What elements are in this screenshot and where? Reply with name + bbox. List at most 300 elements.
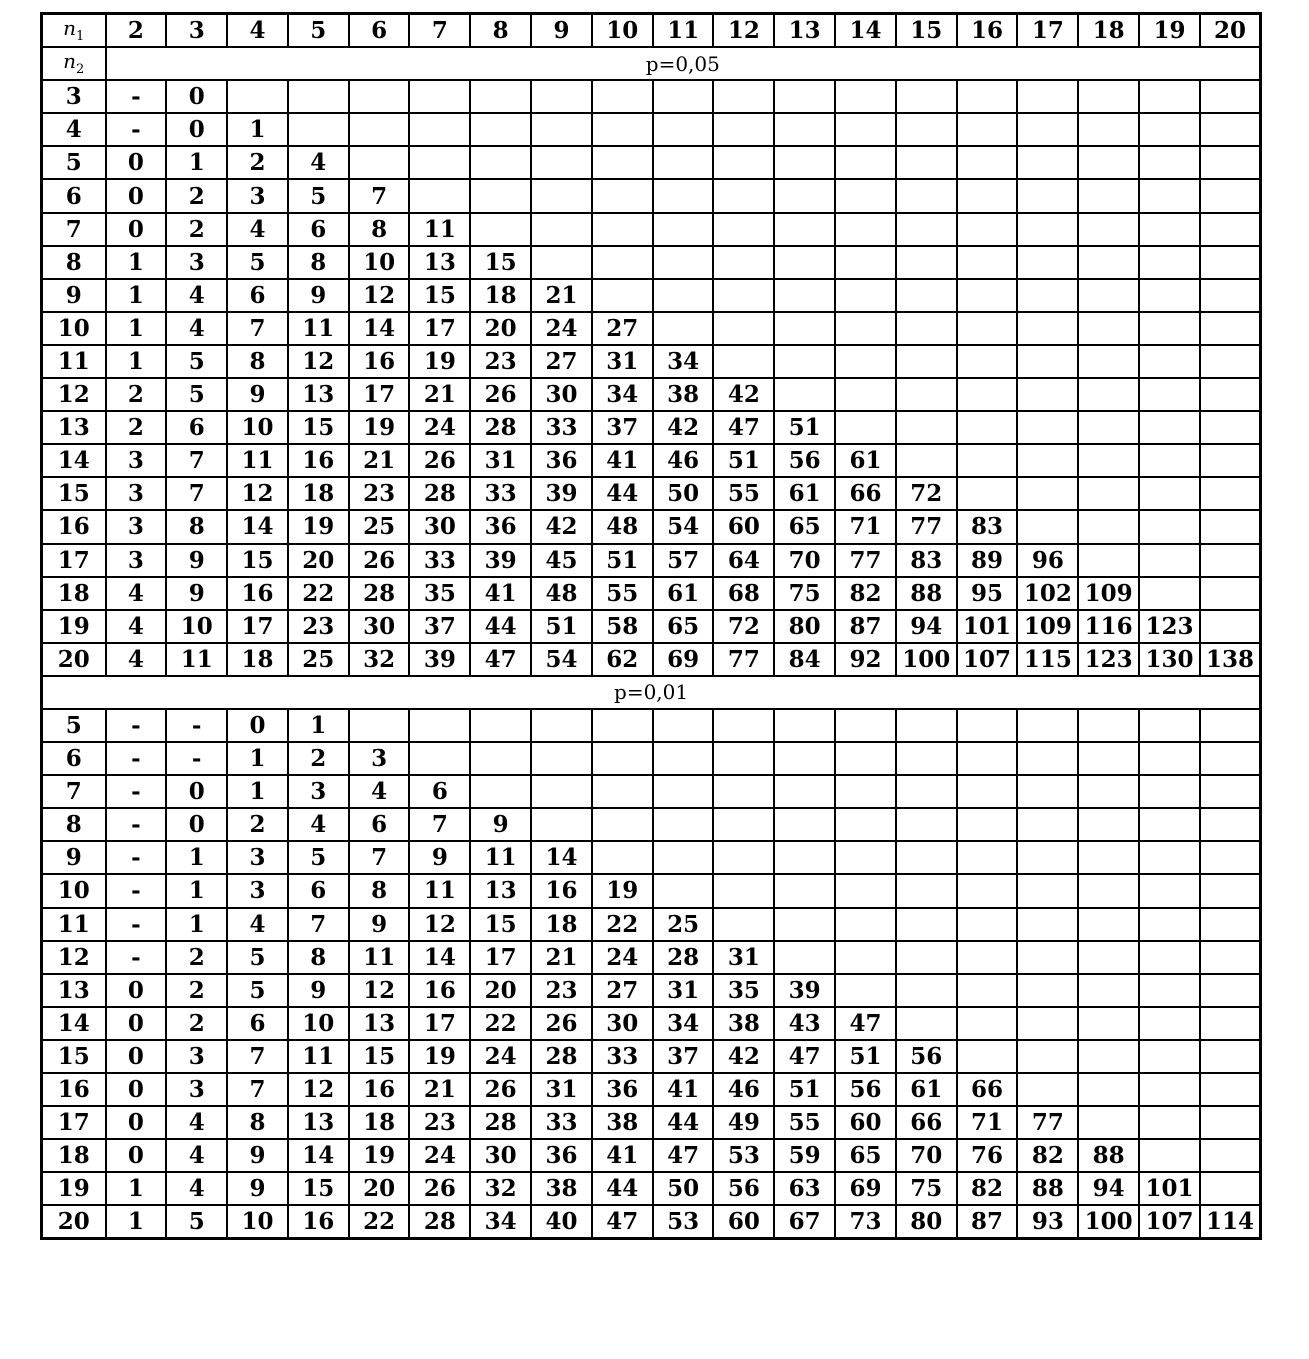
table-cell: 14	[288, 1139, 349, 1172]
empty-cell	[957, 477, 1018, 510]
column-header-n1: 8	[470, 14, 531, 48]
table-cell: 0	[166, 80, 227, 113]
empty-cell	[1139, 908, 1200, 941]
empty-cell	[713, 841, 774, 874]
table-cell: 49	[713, 1106, 774, 1139]
table-cell: 3	[227, 179, 288, 212]
table-cell: 44	[653, 1106, 714, 1139]
empty-cell	[1200, 1106, 1261, 1139]
table-cell: -	[166, 709, 227, 742]
empty-cell	[1078, 709, 1139, 742]
empty-cell	[1017, 279, 1078, 312]
critical-values-table	[40, 12, 1262, 1240]
table-cell: 61	[896, 1073, 957, 1106]
empty-cell	[470, 80, 531, 113]
empty-cell	[349, 80, 410, 113]
empty-cell	[1017, 246, 1078, 279]
table-cell: 87	[957, 1205, 1018, 1239]
table-cell: 12	[227, 477, 288, 510]
table-cell: 23	[409, 1106, 470, 1139]
empty-cell	[1078, 1040, 1139, 1073]
table-cell: 94	[896, 610, 957, 643]
empty-cell	[957, 874, 1018, 907]
empty-cell	[896, 80, 957, 113]
table-cell: 5	[166, 378, 227, 411]
row-header-n2: 17	[42, 1106, 106, 1139]
table-cell: 30	[470, 1139, 531, 1172]
table-cell: 1	[227, 742, 288, 775]
table-cell: 2	[106, 411, 167, 444]
table-cell: 16	[349, 1073, 410, 1106]
table-cell: 0	[106, 1106, 167, 1139]
table-cell: 109	[1017, 610, 1078, 643]
table-cell: 69	[835, 1172, 896, 1205]
empty-cell	[531, 246, 592, 279]
table-cell: 23	[470, 345, 531, 378]
empty-cell	[1139, 544, 1200, 577]
empty-cell	[835, 808, 896, 841]
table-row	[42, 742, 1261, 775]
table-cell: 34	[592, 378, 653, 411]
table-cell: 116	[1078, 610, 1139, 643]
table-cell: 10	[227, 1205, 288, 1239]
header-row-n1	[42, 14, 1261, 48]
empty-cell	[1017, 874, 1078, 907]
empty-cell	[1200, 1172, 1261, 1205]
table-cell: 1	[106, 246, 167, 279]
empty-cell	[1200, 246, 1261, 279]
table-cell: 83	[957, 510, 1018, 543]
table-cell: 47	[713, 411, 774, 444]
empty-cell	[896, 279, 957, 312]
table-cell: 31	[653, 974, 714, 1007]
table-cell: 36	[470, 510, 531, 543]
table-cell: 71	[957, 1106, 1018, 1139]
empty-cell	[835, 874, 896, 907]
empty-cell	[409, 146, 470, 179]
table-cell: 13	[349, 1007, 410, 1040]
table-cell: 51	[835, 1040, 896, 1073]
n1-header-cell	[42, 14, 106, 48]
empty-cell	[896, 808, 957, 841]
table-cell: 88	[1078, 1139, 1139, 1172]
table-cell: 36	[531, 1139, 592, 1172]
row-header-n2: 11	[42, 345, 106, 378]
table-cell: 28	[470, 411, 531, 444]
empty-cell	[1078, 510, 1139, 543]
table-cell: 66	[835, 477, 896, 510]
table-cell: -	[106, 80, 167, 113]
empty-cell	[1017, 742, 1078, 775]
table-row	[42, 279, 1261, 312]
table-cell: 20	[288, 544, 349, 577]
row-header-n2: 5	[42, 146, 106, 179]
empty-cell	[774, 808, 835, 841]
table-cell: 72	[896, 477, 957, 510]
empty-cell	[1139, 808, 1200, 841]
table-cell: 4	[288, 146, 349, 179]
table-row	[42, 213, 1261, 246]
table-cell: 15	[227, 544, 288, 577]
table-cell: 114	[1200, 1205, 1261, 1239]
table-cell: 47	[835, 1007, 896, 1040]
empty-cell	[957, 709, 1018, 742]
table-row	[42, 1106, 1261, 1139]
table-cell: 64	[713, 544, 774, 577]
table-cell: 9	[409, 841, 470, 874]
empty-cell	[1017, 510, 1078, 543]
table-cell: 65	[835, 1139, 896, 1172]
empty-cell	[1200, 709, 1261, 742]
empty-cell	[896, 841, 957, 874]
table-cell: 3	[166, 1073, 227, 1106]
table-cell: 9	[227, 1172, 288, 1205]
table-cell: 26	[409, 1172, 470, 1205]
table-cell: 77	[896, 510, 957, 543]
table-cell: 38	[653, 378, 714, 411]
table-cell: 15	[349, 1040, 410, 1073]
table-cell: 59	[774, 1139, 835, 1172]
empty-cell	[1078, 808, 1139, 841]
table-cell: 4	[227, 908, 288, 941]
table-cell: 4	[106, 610, 167, 643]
table-cell: 80	[774, 610, 835, 643]
table-cell: 70	[774, 544, 835, 577]
table-cell: 101	[1139, 1172, 1200, 1205]
table-cell: 11	[166, 643, 227, 676]
empty-cell	[653, 808, 714, 841]
table-cell: 82	[835, 577, 896, 610]
empty-cell	[713, 874, 774, 907]
table-cell: -	[106, 908, 167, 941]
table-cell: 15	[409, 279, 470, 312]
table-cell: 12	[349, 279, 410, 312]
table-cell: 2	[288, 742, 349, 775]
table-cell: 20	[349, 1172, 410, 1205]
empty-cell	[835, 279, 896, 312]
column-header-n1: 14	[835, 14, 896, 48]
n2-header-cell	[42, 47, 106, 80]
empty-cell	[896, 246, 957, 279]
empty-cell	[1017, 378, 1078, 411]
table-cell: 70	[896, 1139, 957, 1172]
empty-cell	[774, 841, 835, 874]
empty-cell	[592, 841, 653, 874]
table-cell: 26	[349, 544, 410, 577]
table-cell: 4	[166, 1106, 227, 1139]
table-cell: 2	[227, 808, 288, 841]
empty-cell	[1139, 709, 1200, 742]
row-header-n2: 6	[42, 742, 106, 775]
empty-cell	[1200, 544, 1261, 577]
empty-cell	[1139, 378, 1200, 411]
empty-cell	[957, 908, 1018, 941]
table-row	[42, 941, 1261, 974]
row-header-n2: 7	[42, 775, 106, 808]
empty-cell	[1139, 179, 1200, 212]
column-header-n1: 15	[896, 14, 957, 48]
table-cell: 60	[713, 510, 774, 543]
table-cell: 19	[349, 411, 410, 444]
table-cell: 6	[409, 775, 470, 808]
empty-cell	[653, 213, 714, 246]
table-cell: 50	[653, 1172, 714, 1205]
table-cell: 123	[1078, 643, 1139, 676]
table-cell: 109	[1078, 577, 1139, 610]
empty-cell	[1200, 179, 1261, 212]
empty-cell	[835, 908, 896, 941]
table-cell: 44	[592, 477, 653, 510]
table-cell: 1	[227, 113, 288, 146]
empty-cell	[1078, 841, 1139, 874]
table-cell: 7	[288, 908, 349, 941]
empty-cell	[1200, 1007, 1261, 1040]
table-cell: 4	[349, 775, 410, 808]
table-cell: 10	[166, 610, 227, 643]
table-cell: 1	[166, 908, 227, 941]
table-cell: 14	[531, 841, 592, 874]
empty-cell	[592, 146, 653, 179]
table-cell: 5	[166, 1205, 227, 1239]
empty-cell	[1078, 378, 1139, 411]
column-header-n1: 7	[409, 14, 470, 48]
table-cell: 102	[1017, 577, 1078, 610]
row-header-n2: 14	[42, 1007, 106, 1040]
empty-cell	[1200, 841, 1261, 874]
table-cell: 88	[1017, 1172, 1078, 1205]
table-cell: 15	[288, 1172, 349, 1205]
empty-cell	[1139, 80, 1200, 113]
table-cell: 35	[713, 974, 774, 1007]
table-cell: 107	[957, 643, 1018, 676]
empty-cell	[896, 709, 957, 742]
empty-cell	[835, 213, 896, 246]
table-cell: 25	[288, 643, 349, 676]
empty-cell	[774, 775, 835, 808]
empty-cell	[1139, 874, 1200, 907]
table-row	[42, 146, 1261, 179]
row-header-n2: 20	[42, 643, 106, 676]
table-cell: 51	[774, 1073, 835, 1106]
table-cell: 2	[227, 146, 288, 179]
empty-cell	[713, 279, 774, 312]
table-cell: 4	[166, 1172, 227, 1205]
table-cell: 17	[470, 941, 531, 974]
table-cell: 71	[835, 510, 896, 543]
empty-cell	[1139, 213, 1200, 246]
empty-cell	[592, 113, 653, 146]
empty-cell	[1017, 941, 1078, 974]
empty-cell	[1017, 312, 1078, 345]
table-cell: 13	[288, 1106, 349, 1139]
table-cell: 48	[531, 577, 592, 610]
empty-cell	[1200, 213, 1261, 246]
table-cell: 33	[409, 544, 470, 577]
table-cell: 2	[166, 179, 227, 212]
empty-cell	[713, 908, 774, 941]
table-cell: 82	[957, 1172, 1018, 1205]
table-cell: -	[106, 941, 167, 974]
empty-cell	[653, 874, 714, 907]
table-cell: 31	[713, 941, 774, 974]
empty-cell	[653, 775, 714, 808]
table-row	[42, 808, 1261, 841]
table-cell: 22	[288, 577, 349, 610]
empty-cell	[349, 709, 410, 742]
row-header-n2: 19	[42, 610, 106, 643]
column-header-n1: 6	[349, 14, 410, 48]
table-cell: 45	[531, 544, 592, 577]
table-row	[42, 841, 1261, 874]
table-cell: 0	[166, 775, 227, 808]
table-cell: 60	[713, 1205, 774, 1239]
empty-cell	[653, 709, 714, 742]
table-cell: 51	[592, 544, 653, 577]
table-cell: 27	[531, 345, 592, 378]
table-cell: 54	[653, 510, 714, 543]
empty-cell	[774, 80, 835, 113]
table-cell: 75	[896, 1172, 957, 1205]
empty-cell	[1200, 1073, 1261, 1106]
empty-cell	[592, 775, 653, 808]
table-cell: 4	[166, 1139, 227, 1172]
empty-cell	[713, 146, 774, 179]
table-cell: 76	[957, 1139, 1018, 1172]
table-row	[42, 577, 1261, 610]
empty-cell	[531, 775, 592, 808]
table-cell: 31	[470, 444, 531, 477]
empty-cell	[1078, 246, 1139, 279]
table-cell: 5	[227, 974, 288, 1007]
table-cell: 123	[1139, 610, 1200, 643]
column-header-n1: 11	[653, 14, 714, 48]
table-cell: 53	[653, 1205, 714, 1239]
column-header-n1: 10	[592, 14, 653, 48]
table-cell: 138	[1200, 643, 1261, 676]
table-cell: 18	[288, 477, 349, 510]
column-header-n1: 2	[106, 14, 167, 48]
table-cell: 11	[470, 841, 531, 874]
n1-label: n	[63, 16, 77, 41]
empty-cell	[1078, 213, 1139, 246]
empty-cell	[1139, 742, 1200, 775]
empty-cell	[957, 742, 1018, 775]
empty-cell	[1139, 279, 1200, 312]
column-header-n1: 19	[1139, 14, 1200, 48]
table-cell: -	[106, 874, 167, 907]
table-cell: 42	[713, 378, 774, 411]
table-cell: 2	[106, 378, 167, 411]
empty-cell	[774, 179, 835, 212]
empty-cell	[1139, 1106, 1200, 1139]
empty-cell	[1139, 146, 1200, 179]
empty-cell	[957, 1040, 1018, 1073]
table-cell: 101	[957, 610, 1018, 643]
table-cell: 10	[349, 246, 410, 279]
table-cell: 77	[713, 643, 774, 676]
table-cell: 9	[288, 974, 349, 1007]
table-cell: 13	[409, 246, 470, 279]
table-cell: 65	[653, 610, 714, 643]
table-row	[42, 113, 1261, 146]
table-cell: 28	[349, 577, 410, 610]
empty-cell	[957, 213, 1018, 246]
empty-cell	[896, 742, 957, 775]
row-header-n2: 15	[42, 1040, 106, 1073]
empty-cell	[896, 378, 957, 411]
empty-cell	[409, 709, 470, 742]
empty-cell	[1017, 908, 1078, 941]
row-header-n2: 3	[42, 80, 106, 113]
empty-cell	[835, 974, 896, 1007]
table-cell: 41	[653, 1073, 714, 1106]
table-cell: 6	[227, 1007, 288, 1040]
empty-cell	[1200, 908, 1261, 941]
empty-cell	[896, 113, 957, 146]
empty-cell	[653, 179, 714, 212]
empty-cell	[1017, 213, 1078, 246]
row-header-n2: 7	[42, 213, 106, 246]
table-cell: 6	[288, 874, 349, 907]
table-cell: 57	[653, 544, 714, 577]
empty-cell	[835, 742, 896, 775]
table-cell: 22	[349, 1205, 410, 1239]
empty-cell	[774, 941, 835, 974]
table-cell: 10	[227, 411, 288, 444]
table-cell: 1	[227, 775, 288, 808]
table-cell: 4	[166, 279, 227, 312]
table-row	[42, 1073, 1261, 1106]
empty-cell	[470, 179, 531, 212]
table-cell: 11	[227, 444, 288, 477]
empty-cell	[957, 808, 1018, 841]
table-cell: 16	[288, 444, 349, 477]
table-row	[42, 1205, 1261, 1239]
table-cell: 9	[227, 378, 288, 411]
table-cell: 15	[470, 908, 531, 941]
column-header-n1: 4	[227, 14, 288, 48]
table-cell: 7	[166, 444, 227, 477]
table-cell: 67	[774, 1205, 835, 1239]
table-cell: 0	[106, 1007, 167, 1040]
table-cell: -	[106, 775, 167, 808]
empty-cell	[835, 841, 896, 874]
table-cell: 55	[592, 577, 653, 610]
table-cell: 16	[288, 1205, 349, 1239]
empty-cell	[774, 312, 835, 345]
table-cell: 9	[227, 1139, 288, 1172]
empty-cell	[1200, 378, 1261, 411]
empty-cell	[896, 444, 957, 477]
table-cell: 115	[1017, 643, 1078, 676]
empty-cell	[1078, 477, 1139, 510]
table-cell: 6	[288, 213, 349, 246]
table-cell: 32	[349, 643, 410, 676]
table-cell: 25	[653, 908, 714, 941]
row-header-n2: 12	[42, 941, 106, 974]
empty-cell	[896, 179, 957, 212]
empty-cell	[1139, 510, 1200, 543]
empty-cell	[835, 179, 896, 212]
table-cell: 68	[713, 577, 774, 610]
table-cell: 42	[531, 510, 592, 543]
table-cell: 4	[106, 577, 167, 610]
table-cell: 23	[531, 974, 592, 1007]
table-cell: 38	[713, 1007, 774, 1040]
empty-cell	[957, 80, 1018, 113]
table-cell: 51	[531, 610, 592, 643]
row-header-n2: 9	[42, 841, 106, 874]
